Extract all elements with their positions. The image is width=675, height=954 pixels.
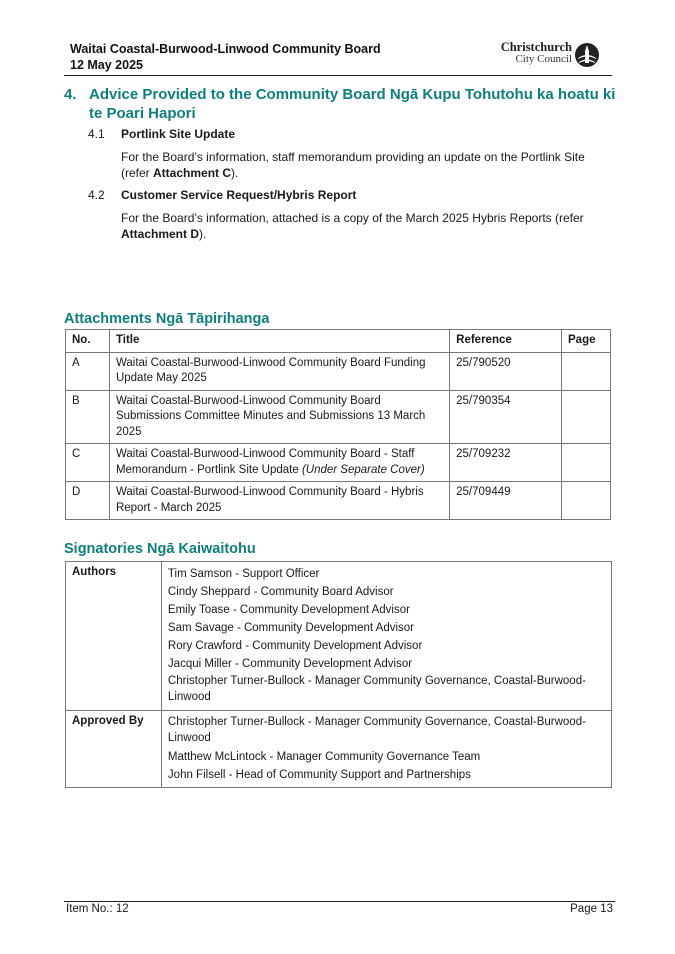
author-entry: Emily Toase - Community Development Advisor	[167, 604, 410, 616]
page-header	[70, 41, 606, 75]
attachment-ref: Attachment D	[121, 227, 200, 241]
section-number: 4.	[64, 86, 77, 103]
footer-item-number: Item No.: 12	[66, 903, 129, 915]
col-header-no: No.	[66, 330, 110, 353]
attachments-table	[65, 329, 611, 520]
subsection-4-1	[88, 126, 235, 142]
logo-line1: Christchurch	[500, 40, 572, 54]
approved-list	[161, 711, 611, 788]
table-row	[66, 482, 611, 520]
author-entry: Rory Crawford - Community Development Advisor	[167, 640, 423, 652]
cell-no: B	[66, 390, 110, 444]
approved-label: Approved By	[66, 711, 162, 788]
subsection-number: 4.1	[88, 127, 105, 141]
cell-page	[562, 482, 611, 520]
author-entry: Jacqui Miller - Community Development Advisor	[167, 658, 413, 670]
signatories-heading: Signatories Ngā Kaiwaitohu	[64, 541, 256, 557]
authors-row	[66, 562, 612, 711]
board-name: Waitai Coastal-Burwood-Linwood Community Board	[70, 42, 381, 56]
cell-no: A	[66, 352, 110, 390]
cell-reference: 25/709232	[450, 444, 562, 482]
subsection-title: Portlink Site Update	[121, 127, 236, 141]
cell-reference: 25/790354	[450, 390, 562, 444]
meeting-date: 12 May 2025	[70, 58, 143, 72]
subsection-number: 4.2	[88, 188, 105, 202]
authors-list	[161, 562, 611, 711]
table-row	[66, 444, 611, 482]
cell-no: D	[66, 482, 110, 520]
table-row	[66, 390, 611, 444]
attachments-heading: Attachments Ngā Tāpirihanga	[64, 311, 270, 327]
author-entry: Sam Savage - Community Development Advisor	[167, 622, 414, 634]
approver-entry: Christopher Turner-Bullock - Manager Community Governance, Coastal-Burwood-Linwood	[167, 716, 586, 744]
signatories-table	[65, 561, 612, 788]
approved-row	[66, 711, 612, 788]
cell-title: Waitai Coastal-Burwood-Linwood Community Board - Staff Memorandum - Portlink Site Update (Under Separate Cover)	[109, 444, 449, 482]
cell-title: Waitai Coastal-Burwood-Linwood Community Board - Hybris Report - March 2025	[109, 482, 449, 520]
title-note: (Under Separate Cover)	[301, 463, 425, 476]
table-row	[66, 352, 611, 390]
table-header-row	[66, 330, 611, 353]
cathedral-icon	[574, 42, 600, 68]
footer-page-number: Page 13	[570, 903, 613, 915]
cell-page	[562, 390, 611, 444]
section-heading	[64, 85, 624, 123]
footer-divider	[64, 901, 615, 902]
subsection-title: Customer Service Request/Hybris Report	[121, 188, 357, 202]
cell-page	[562, 444, 611, 482]
author-entry: Christopher Turner-Bullock - Manager Community Governance, Coastal-Burwood-Linwood	[167, 675, 586, 703]
header-divider	[64, 75, 612, 76]
author-entry: Tim Samson - Support Officer	[167, 568, 320, 580]
cell-reference: 25/790520	[450, 352, 562, 390]
cell-no: C	[66, 444, 110, 482]
subsection-4-1-text: For the Board’s information, staff memorandum providing an update on the Portlink Site (refer Attachment C).	[121, 150, 585, 180]
section-title: Advice Provided to the Community Board Ngā Kupu Tohutohu ka hoatu ki te Poari Hapori	[89, 86, 616, 122]
col-header-title: Title	[109, 330, 449, 353]
logo-line2: City Council	[515, 53, 572, 65]
authors-label: Authors	[66, 562, 162, 711]
attachment-ref: Attachment C	[153, 166, 232, 180]
cell-reference: 25/709449	[450, 482, 562, 520]
subsection-4-2	[88, 187, 356, 203]
cell-title: Waitai Coastal-Burwood-Linwood Community Board Submissions Committee Minutes and Submissions 13 March 2025	[109, 390, 449, 444]
cell-page	[562, 352, 611, 390]
subsection-4-2-text: For the Board’s information, attached is a copy of the March 2025 Hybris Reports (refer Attachment D).	[121, 211, 584, 241]
cell-title: Waitai Coastal-Burwood-Linwood Community Board Funding Update May 2025	[109, 352, 449, 390]
col-header-page: Page	[562, 330, 611, 353]
approver-entry: John Filsell - Head of Community Support and Partnerships	[167, 769, 471, 781]
author-entry: Cindy Sheppard - Community Board Advisor	[167, 586, 394, 598]
approver-entry: Matthew McLintock - Manager Community Governance Team	[167, 751, 481, 763]
col-header-reference: Reference	[450, 330, 562, 353]
council-logo	[496, 41, 606, 69]
